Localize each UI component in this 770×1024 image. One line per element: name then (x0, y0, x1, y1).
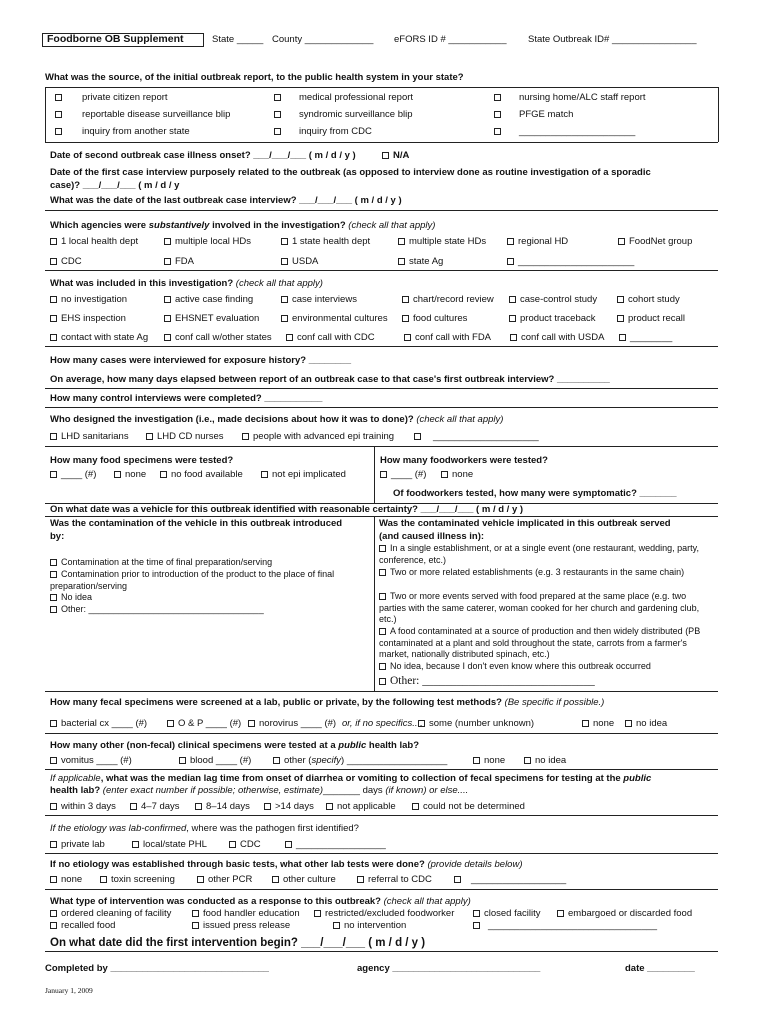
checkbox[interactable] (441, 471, 448, 478)
divider (45, 446, 718, 447)
checkbox[interactable] (50, 471, 57, 478)
included-option[interactable]: conf call w/other states (164, 332, 272, 343)
state-outbreak-id-field[interactable]: State Outbreak ID# ________________ (528, 34, 697, 45)
food-specimens-question: How many food specimens were tested? (50, 455, 234, 466)
control-interviews-question: How many control interviews were completed? ___________ (50, 393, 323, 404)
checkbox[interactable] (494, 111, 501, 118)
contamination-option[interactable]: No idea (50, 592, 92, 602)
included-option[interactable]: food cultures (402, 313, 467, 324)
checkbox[interactable] (50, 910, 57, 917)
lag-option[interactable]: 8–14 days (195, 801, 250, 812)
checkbox[interactable] (160, 471, 167, 478)
checkbox[interactable] (50, 559, 57, 566)
checkbox[interactable] (380, 471, 387, 478)
checkbox[interactable] (617, 315, 624, 322)
agency-option[interactable]: 1 state health dept (281, 236, 370, 247)
na-option[interactable]: N/A (382, 150, 409, 161)
fecal-op-option[interactable]: O & P ____ (#) (167, 718, 241, 729)
lag-option[interactable]: 4–7 days (130, 801, 180, 812)
included-option[interactable]: conf call with FDA (404, 332, 491, 343)
served-option[interactable]: Two or more events served with food prepared at the same place (e.g. two parties with the same caterer, woman cooked for her church and gardening club, etc.) (379, 591, 700, 624)
checkbox[interactable] (50, 606, 57, 613)
pathogen-question: If the etiology was lab-confirmed, where was the pathogen first identified? (50, 823, 359, 834)
checkbox[interactable] (404, 334, 411, 341)
divider (374, 516, 375, 691)
checkbox[interactable] (50, 757, 57, 764)
contamination-option[interactable]: Contamination prior to introduction of the product to the place of final preparation/serving (50, 569, 335, 591)
other-lab-option[interactable]: other culture (272, 874, 336, 885)
checkbox[interactable] (281, 296, 288, 303)
checkbox[interactable] (55, 128, 62, 135)
source-option[interactable]: inquiry from another state (55, 126, 190, 137)
last-interview-question: What was the date of the last outbreak case interview? ___/___/___ ( m / d / y ) (50, 195, 402, 206)
nonfecal-none-option[interactable]: none (473, 755, 505, 766)
lag-option[interactable]: >14 days (264, 801, 314, 812)
state-field[interactable]: State _____ (212, 34, 264, 45)
checkbox[interactable] (50, 594, 57, 601)
contamination-option[interactable]: Contamination at the time of final preparation/serving (50, 557, 272, 567)
checkbox[interactable] (625, 720, 632, 727)
checkbox[interactable] (357, 876, 364, 883)
checkbox[interactable] (50, 334, 57, 341)
checkbox[interactable] (146, 433, 153, 440)
checkbox[interactable] (507, 258, 514, 265)
food-option[interactable]: ____ (#) (50, 469, 96, 480)
included-option[interactable]: product recall (617, 313, 685, 324)
designer-option[interactable]: LHD CD nurses (146, 431, 224, 442)
included-option[interactable]: cohort study (617, 294, 680, 305)
agency-option[interactable]: regional HD (507, 236, 568, 247)
lag-question-cont: health lab? (enter exact number if possible; otherwise, estimate)_______ days (if known) or else.... (50, 785, 469, 796)
agency-option[interactable]: USDA (281, 256, 318, 267)
checkbox[interactable] (326, 803, 333, 810)
divider (45, 270, 718, 271)
checkbox[interactable] (619, 334, 626, 341)
intervention-option[interactable]: recalled food (50, 920, 115, 931)
divider (718, 87, 719, 142)
intervention-option[interactable]: food handler education (192, 908, 300, 919)
source-option[interactable]: ______________________ (494, 126, 635, 137)
agency-option[interactable]: multiple state HDs (398, 236, 486, 247)
included-option[interactable]: chart/record review (402, 294, 494, 305)
date-field[interactable]: date _________ (625, 963, 695, 974)
nonfecal-vomitus-option[interactable]: vomitus ____ (#) (50, 755, 132, 766)
pathogen-option[interactable]: local/state PHL (132, 839, 207, 850)
checkbox[interactable] (229, 841, 236, 848)
agency-option[interactable]: state Ag (398, 256, 443, 267)
checkbox[interactable] (248, 720, 255, 727)
checkbox[interactable] (264, 803, 271, 810)
checkbox[interactable] (192, 910, 199, 917)
checkbox[interactable] (454, 876, 461, 883)
checkbox[interactable] (100, 876, 107, 883)
checkbox[interactable] (509, 296, 516, 303)
divider (45, 87, 718, 88)
checkbox[interactable] (274, 128, 281, 135)
divider (45, 853, 718, 854)
food-option[interactable]: no food available (160, 469, 243, 480)
foodworkers-question: How many foodworkers were tested? (380, 455, 548, 466)
designer-option[interactable]: people with advanced epi training (242, 431, 394, 442)
food-option[interactable]: none (114, 469, 146, 480)
source-option[interactable]: medical professional report (274, 92, 413, 103)
checkbox[interactable] (398, 258, 405, 265)
checkbox[interactable] (261, 471, 268, 478)
other-lab-option[interactable]: referral to CDC (357, 874, 432, 885)
agency-option[interactable]: FDA (164, 256, 194, 267)
nonfecal-other-option[interactable]: other (specify) ___________________ (273, 755, 447, 766)
agency-option[interactable]: FoodNet group (618, 236, 692, 247)
checkbox[interactable] (164, 258, 171, 265)
served-question-cont: (and caused illness in): (379, 531, 485, 542)
served-other-option[interactable]: Other: ______________________________ (379, 675, 595, 687)
pathogen-option[interactable]: _________________ (285, 839, 386, 850)
checkbox[interactable] (164, 315, 171, 322)
checkbox[interactable] (494, 128, 501, 135)
included-option[interactable]: environmental cultures (281, 313, 388, 324)
checkbox[interactable] (402, 296, 409, 303)
other-lab-option[interactable]: none (50, 874, 82, 885)
source-option[interactable]: private citizen report (55, 92, 168, 103)
checkbox[interactable] (379, 628, 386, 635)
checkbox[interactable] (510, 334, 517, 341)
checkbox[interactable] (379, 569, 386, 576)
cases-interviewed-question: How many cases were interviewed for exposure history? ________ (50, 355, 351, 366)
checkbox[interactable] (507, 238, 514, 245)
form-title: Foodborne OB Supplement (47, 33, 184, 45)
checkbox[interactable] (418, 720, 425, 727)
fecal-no-idea-option[interactable]: no idea (625, 718, 667, 729)
source-option[interactable]: reportable disease surveillance blip (55, 109, 230, 120)
efors-id-field[interactable]: eFORS ID # ___________ (394, 34, 507, 45)
checkbox[interactable] (281, 238, 288, 245)
checkbox[interactable] (192, 922, 199, 929)
agency-option[interactable]: 1 local health dept (50, 236, 138, 247)
checkbox[interactable] (618, 238, 625, 245)
intervention-option[interactable]: embargoed or discarded food (557, 908, 692, 919)
served-option[interactable]: In a single establishment, or at a single event (one restaurant, wedding, party, conference, etc.) (379, 543, 700, 565)
checkbox[interactable] (379, 593, 386, 600)
checkbox[interactable] (382, 152, 389, 159)
checkbox[interactable] (50, 258, 57, 265)
contamination-question: Was the contamination of the vehicle in this outbreak introduced (50, 518, 343, 529)
food-option[interactable]: not epi implicated (261, 469, 346, 480)
agencies-question: Which agencies were substantively involved in the investigation? (check all that apply) (50, 220, 436, 231)
divider (374, 446, 375, 503)
divider (45, 87, 46, 142)
source-option[interactable]: nursing home/ALC staff report (494, 92, 646, 103)
checkbox[interactable] (195, 803, 202, 810)
checkbox[interactable] (281, 315, 288, 322)
checkbox[interactable] (50, 720, 57, 727)
checkbox[interactable] (414, 433, 421, 440)
checkbox[interactable] (179, 757, 186, 764)
checkbox[interactable] (164, 334, 171, 341)
included-option[interactable]: EHSNET evaluation (164, 313, 259, 324)
served-option[interactable]: A food contaminated at a source of production and then widely distributed (PB contaminated at a plant and sold throughout the state, carrots from a farmer's market, nationally distributed spinach, etc.) (379, 626, 701, 659)
checkbox[interactable] (55, 94, 62, 101)
checkbox[interactable] (50, 876, 57, 883)
checkbox[interactable] (132, 841, 139, 848)
designed-question: Who designed the investigation (i.e., made decisions about how it was to done)? (check all that apply) (50, 414, 504, 425)
divider (45, 951, 718, 952)
completed-by-field[interactable]: Completed by ______________________________ (45, 963, 269, 974)
checkbox[interactable] (314, 910, 321, 917)
checkbox[interactable] (50, 571, 57, 578)
checkbox[interactable] (582, 720, 589, 727)
intervention-option[interactable]: restricted/excluded foodworker (314, 908, 454, 919)
lag-option[interactable]: not applicable (326, 801, 396, 812)
checkbox[interactable] (55, 111, 62, 118)
checkbox[interactable] (379, 545, 386, 552)
designer-option[interactable]: ____________________ (414, 431, 539, 442)
checkbox[interactable] (114, 471, 121, 478)
checkbox[interactable] (242, 433, 249, 440)
checkbox[interactable] (617, 296, 624, 303)
symptomatic-question: Of foodworkers tested, how many were symptomatic? _______ (393, 488, 677, 499)
fecal-bacterial-option[interactable]: bacterial cx ____ (#) (50, 718, 147, 729)
designer-option[interactable]: LHD sanitarians (50, 431, 129, 442)
checkbox[interactable] (130, 803, 137, 810)
intervention-question: What type of intervention was conducted as a response to this outbreak? (check all that apply) (50, 896, 471, 907)
other-lab-question: If no etiology was established through basic tests, what other lab tests were done? (provide details below) (50, 859, 523, 870)
checkbox[interactable] (398, 238, 405, 245)
checkbox[interactable] (557, 910, 564, 917)
checkbox[interactable] (473, 757, 480, 764)
checkbox[interactable] (494, 94, 501, 101)
checkbox[interactable] (274, 94, 281, 101)
pathogen-option[interactable]: CDC (229, 839, 261, 850)
included-option[interactable]: active case finding (164, 294, 253, 305)
checkbox[interactable] (197, 876, 204, 883)
included-option[interactable]: EHS inspection (50, 313, 126, 324)
divider (45, 889, 718, 890)
checkbox[interactable] (273, 757, 280, 764)
agency-option[interactable]: CDC (50, 256, 82, 267)
days-elapsed-question: On average, how many days elapsed between report of an outbreak case to that case's first outbreak interview? __________ (50, 374, 610, 385)
checkbox[interactable] (286, 334, 293, 341)
served-question: Was the contaminated vehicle implicated in this outbreak served (379, 518, 671, 529)
agency-option[interactable]: ______________________ (507, 256, 634, 267)
divider (45, 346, 718, 347)
included-option[interactable]: case-control study (509, 294, 597, 305)
other-lab-option[interactable]: toxin screening (100, 874, 175, 885)
intervention-option[interactable]: closed facility (473, 908, 541, 919)
checkbox[interactable] (50, 841, 57, 848)
intervention-date-question: On what date did the first intervention begin? ___/___/___ ( m / d / y ) (50, 937, 426, 949)
foodworker-option[interactable]: ____ (#) (380, 469, 426, 480)
first-interview-question-cont: case)? ___/___/___ ( m / d / y (50, 180, 180, 191)
checkbox[interactable] (272, 876, 279, 883)
vehicle-date-question: On what date was a vehicle for this outbreak identified with reasonable certainty? ___/___/___ ( m / d / y ) (50, 504, 524, 515)
divider (45, 815, 718, 816)
contamination-question-cont: by: (50, 531, 65, 542)
included-question: What was included in this investigation? (check all that apply) (50, 278, 323, 289)
intervention-option[interactable]: no intervention (333, 920, 406, 931)
checkbox[interactable] (473, 910, 480, 917)
included-option[interactable]: no investigation (50, 294, 127, 305)
checkbox[interactable] (379, 663, 386, 670)
included-option[interactable]: contact with state Ag (50, 332, 148, 343)
lag-option[interactable]: could not be determined (412, 801, 525, 812)
checkbox[interactable] (281, 258, 288, 265)
checkbox[interactable] (50, 315, 57, 322)
source-option[interactable]: PFGE match (494, 109, 573, 120)
first-interview-question: Date of the first case interview purposely related to the outbreak (as opposed to interview done as routine investigation of a sporadic (50, 167, 651, 178)
divider (45, 142, 718, 143)
checkbox[interactable] (50, 803, 57, 810)
checkbox[interactable] (412, 803, 419, 810)
source-option[interactable]: inquiry from CDC (274, 126, 372, 137)
checkbox[interactable] (509, 315, 516, 322)
checkbox[interactable] (524, 757, 531, 764)
county-field[interactable]: County _____________ (272, 34, 374, 45)
checkbox[interactable] (473, 922, 480, 929)
fecal-norovirus-option[interactable]: norovirus ____ (#) (248, 718, 336, 729)
nonfecal-blood-option[interactable]: blood ____ (#) (179, 755, 251, 766)
checkbox[interactable] (274, 111, 281, 118)
other-lab-option[interactable]: __________________ (454, 874, 566, 885)
footer-date: January 1, 2009 (45, 986, 93, 995)
checkbox[interactable] (50, 922, 57, 929)
checkbox[interactable] (164, 238, 171, 245)
checkbox[interactable] (402, 315, 409, 322)
lag-option[interactable]: within 3 days (50, 801, 116, 812)
nonfecal-question: How many other (non-fecal) clinical specimens were tested at a public health lab? (50, 740, 420, 751)
fecal-question: How many fecal specimens were screened at a lab, public or private, by the following test methods? (Be specific if possible.) (50, 697, 605, 708)
included-option[interactable]: product traceback (509, 313, 596, 324)
divider (45, 388, 718, 389)
divider (45, 733, 718, 734)
checkbox[interactable] (285, 841, 292, 848)
foodworker-option[interactable]: none (441, 469, 473, 480)
contamination-option[interactable]: Other: ___________________________________ (50, 604, 264, 614)
checkbox[interactable] (50, 433, 57, 440)
served-option[interactable]: No idea, because I don't even know where this outbreak occurred (379, 661, 651, 671)
divider (45, 691, 718, 692)
served-option[interactable]: Two or more related establishments (e.g. 3 restaurants in the same chain) (379, 567, 709, 579)
divider (45, 210, 718, 211)
intervention-option[interactable]: ordered cleaning of facility (50, 908, 171, 919)
divider (45, 407, 718, 408)
checkbox[interactable] (50, 238, 57, 245)
nonfecal-no-idea-option[interactable]: no idea (524, 755, 566, 766)
source-question: What was the source, of the initial outbreak report, to the public health system in your state? (45, 72, 464, 83)
source-option[interactable]: syndromic surveillance blip (274, 109, 413, 120)
checkbox[interactable] (379, 678, 386, 685)
pathogen-option[interactable]: private lab (50, 839, 105, 850)
fecal-some-option[interactable]: some (number unknown) (418, 718, 534, 729)
agency-field[interactable]: agency ____________________________ (357, 963, 541, 974)
other-lab-option[interactable]: other PCR (197, 874, 252, 885)
divider (45, 516, 718, 517)
lag-question: If applicable, what was the median lag time from onset of diarrhea or vomiting to collection of fecal specimens for testing at the public (50, 773, 652, 784)
intervention-option[interactable]: ________________________________ (473, 920, 657, 931)
included-option[interactable]: case interviews (281, 294, 357, 305)
checkbox[interactable] (164, 296, 171, 303)
checkbox[interactable] (167, 720, 174, 727)
checkbox[interactable] (50, 296, 57, 303)
divider (45, 769, 718, 770)
included-option[interactable]: conf call with CDC (286, 332, 375, 343)
second-case-onset-question: Date of second outbreak case illness onset? ___/___/___ ( m / d / y ) (50, 150, 356, 161)
agency-option[interactable]: multiple local HDs (164, 236, 251, 247)
included-option[interactable]: ________ (619, 332, 672, 343)
included-option[interactable]: conf call with USDA (510, 332, 604, 343)
fecal-or-text: or, if no specifics.... (342, 718, 423, 729)
checkbox[interactable] (333, 922, 340, 929)
intervention-option[interactable]: issued press release (192, 920, 290, 931)
fecal-none-option[interactable]: none (582, 718, 614, 729)
